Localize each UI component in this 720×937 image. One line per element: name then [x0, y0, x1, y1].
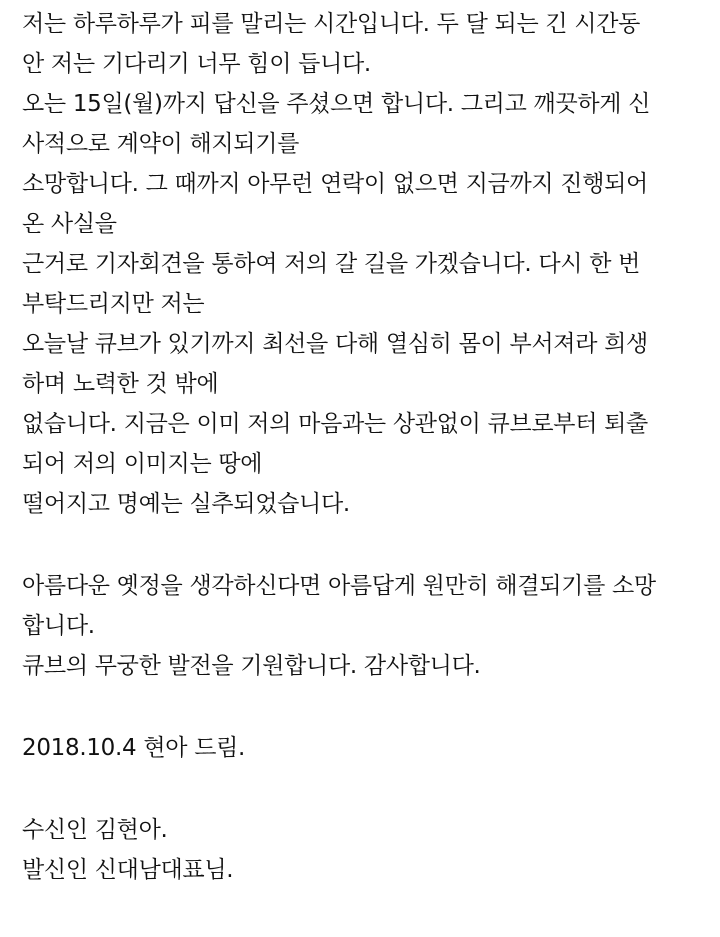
paragraph-spacer [22, 686, 702, 728]
text-line: 근거로 기자회견을 통하여 저의 갈 길을 가겠습니다. 다시 한 번 [22, 251, 641, 277]
text-line: 오늘날 큐브가 있기까지 최선을 다해 열심히 몸이 부서져라 희생 [22, 331, 648, 357]
text-line: 큐브의 무궁한 발전을 기원합니다. 감사합니다. [22, 653, 481, 679]
paragraph-spacer [22, 524, 702, 566]
text-line: 온 사실을 [22, 211, 117, 237]
text-line: 아름다운 옛정을 생각하신다면 아름답게 원만히 해결되기를 소망 [22, 573, 656, 599]
text-line: 부탁드리지만 저는 [22, 291, 205, 317]
text-line: 합니다. [22, 613, 95, 639]
recipient-line: 수신인 김현아. [22, 817, 168, 843]
date-signature-line: 2018.10.4 현아 드림. [22, 735, 246, 761]
text-line: 하며 노력한 것 밖에 [22, 371, 219, 397]
text-line: 저는 하루하루가 피를 말리는 시간입니다. 두 달 되는 긴 시간동 [22, 11, 641, 37]
text-line: 없습니다. 지금은 이미 저의 마음과는 상관없이 큐브로부터 퇴출 [22, 411, 648, 437]
paragraph-closing [22, 566, 702, 686]
text-line: 안 저는 기다리기 너무 힘이 듭니다. [22, 51, 371, 77]
paragraph-spacer [22, 768, 702, 810]
text-line: 소망합니다. 그 때까지 아무런 연락이 없으면 지금까지 진행되어 [22, 171, 648, 197]
paragraph-main [22, 4, 702, 524]
text-line: 오는 15일(월)까지 답신을 주셨으면 합니다. 그리고 깨끗하게 신 [22, 91, 651, 117]
letter-document [22, 4, 702, 890]
text-line: 떨어지고 명예는 실추되었습니다. [22, 491, 350, 517]
text-line: 사적으로 계약이 해지되기를 [22, 131, 300, 157]
text-line: 되어 저의 이미지는 땅에 [22, 451, 263, 477]
sender-line: 발신인 신대남대표님. [22, 857, 234, 883]
